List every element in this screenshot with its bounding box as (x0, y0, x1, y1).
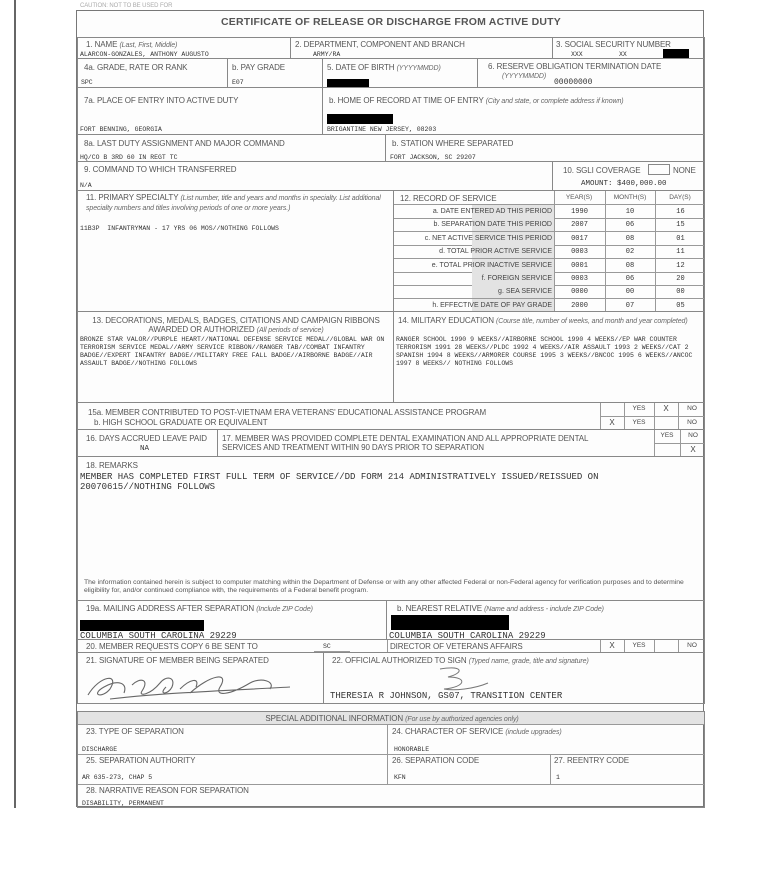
box-17-dental (217, 429, 705, 457)
box-2-value: ARMY/RA (313, 51, 341, 58)
box-4a-grade (77, 58, 228, 88)
divider (78, 754, 705, 755)
box-8a-label: 8a. LAST DUTY ASSIGNMENT AND MAJOR COMMAND (84, 139, 285, 148)
record-row-months: 10 (625, 208, 635, 216)
box-2-department (290, 37, 553, 59)
record-row-days: 20 (676, 275, 685, 283)
box-15b-no: NO (687, 419, 697, 426)
record-row-label: a. DATE ENTERED AD THIS PERIOD (432, 208, 552, 215)
box-20-dva: DIRECTOR OF VETERANS AFFAIRS (390, 642, 523, 651)
divider (78, 724, 705, 725)
box-1-label: 1. NAME (Last, First, Middle) (86, 40, 178, 49)
box-10-sgli (552, 161, 705, 191)
box-4a-value: SPC (81, 79, 93, 86)
box-22-label: 22. OFFICIAL AUTHORIZED TO SIGN (Typed name, grade, title and signature) (332, 656, 589, 665)
box-13-decorations (77, 311, 394, 403)
record-row-label: f. FOREIGN SERVICE (481, 275, 552, 282)
box-19a-mailing (77, 600, 387, 640)
box-16-leave (77, 429, 218, 457)
record-row-months: 06 (625, 221, 635, 230)
record-row-days: 05 (676, 301, 685, 310)
box-15b-mark: X (609, 418, 615, 427)
box-18-remarks (77, 456, 705, 601)
col-years: YEAR(S) (565, 194, 593, 201)
box-9-label: 9. COMMAND TO WHICH TRANSFERRED (84, 165, 237, 174)
box-19b-value: COLUMBIA SOUTH CAROLINA 29229 (389, 631, 546, 640)
box-15b-label: b. HIGH SCHOOL GRADUATE OR EQUIVALENT (94, 418, 268, 427)
box-7a-label: 7a. PLACE OF ENTRY INTO ACTIVE DUTY (84, 96, 239, 105)
box-8b-label: b. STATION WHERE SEPARATED (392, 139, 514, 148)
box-8a-value: HQ/CO B 3RD 60 IN REGT TC (80, 154, 178, 161)
record-row-label: e. TOTAL PRIOR INACTIVE SERVICE (431, 261, 552, 269)
record-row-label: c. NET ACTIVE SERVICE THIS PERIOD (424, 234, 552, 242)
record-row-years: 2000 (571, 301, 588, 310)
box-17-no: NO (688, 432, 698, 439)
box-19a-value: COLUMBIA SOUTH CAROLINA 29229 (80, 631, 237, 640)
box-7a-entry (77, 87, 323, 135)
box-20-no: NO (687, 642, 697, 649)
record-row-years: 1990 (571, 208, 588, 216)
record-row-years: 2007 (571, 221, 588, 230)
box-6-value: 00000000 (554, 78, 593, 87)
box-3-xx: XX (619, 51, 627, 58)
dd214-form (76, 10, 704, 807)
box-18-label: 18. REMARKS (86, 461, 138, 470)
box-7b-label: b. HOME OF RECORD AT TIME OF ENTRY (City and state, or complete address if known) (329, 96, 624, 105)
box-20-mark: X (609, 641, 615, 650)
record-row (394, 285, 705, 298)
record-row-label: b. SEPARATION DATE THIS PERIOD (433, 221, 552, 229)
box-12-label: 12. RECORD OF SERVICE (400, 194, 497, 203)
special-section (77, 711, 705, 808)
sgli-none-checkbox (648, 164, 670, 175)
box-11-label: 11. PRIMARY SPECIALTY (List number, title and years and months in specialty. List additional specialty numbers and titles involving periods of one or more years.) (86, 193, 381, 212)
box-23-value: DISCHARGE (82, 746, 118, 753)
divider (600, 416, 705, 417)
box-28-value: DISABILITY, PERMANENT (82, 800, 164, 807)
box-4b-value: E07 (232, 79, 244, 86)
box-17-yes: YES (660, 432, 674, 439)
box-25-label: 25. SEPARATION AUTHORITY (86, 756, 196, 765)
official-signature-icon (434, 665, 494, 693)
record-row-months: 00 (625, 288, 635, 297)
record-row-days: 01 (676, 234, 685, 243)
box-14-label: 14. MILITARY EDUCATION (Course title, number of weeks, and month and year completed) (398, 316, 688, 325)
box-10-label: 10. SGLI COVERAGE (563, 166, 641, 175)
box-15a-mark: X (663, 404, 669, 413)
box-6-reserve (477, 58, 705, 88)
record-row (394, 232, 705, 245)
col-days: DAY(S) (669, 194, 691, 201)
record-row-days: 12 (676, 261, 685, 270)
box-8b-value: FORT JACKSON, SC 29207 (390, 154, 476, 161)
box-4a-label: 4a. GRADE, RATE OR RANK (84, 63, 188, 72)
box-5-dob (322, 58, 478, 88)
box-22-value: THERESIA R JOHNSON, GS07, TRANSITION CENTER (330, 691, 563, 701)
computer-matching-notice: The information contained herein is subject to computer matching within the Department of Defense or with any other affected Federal or non-Federal agency for verification purposes and to determine eligibility for, and/or continued compliance with, the requirements of a Federal benefit program. (84, 579, 684, 594)
box-20-value: SC (323, 643, 331, 650)
box-7b-value: BRIGANTINE NEW JERSEY, 08203 (327, 126, 437, 133)
record-row-months: 08 (625, 261, 635, 270)
box-26-value: KFN (394, 774, 406, 781)
box-3-xxx: XXX (571, 51, 583, 58)
redaction-home (327, 114, 393, 124)
box-25-value: AR 635-273, CHAP 5 (82, 774, 153, 781)
box-11-specialty (77, 190, 394, 312)
box-20-copy6 (77, 639, 705, 653)
box-15a-no: NO (687, 405, 697, 412)
scan-edge-shadow (14, 0, 16, 808)
box-8a-last-duty (77, 134, 386, 162)
record-row-years: 0000 (571, 288, 588, 297)
special-label: SPECIAL ADDITIONAL INFORMATION (For use by authorized agencies only) (265, 714, 519, 723)
box-13-value: BRONZE STAR VALOR//PURPLE HEART//NATIONAL DEFENSE SERVICE MEDAL//GLOBAL WAR ON TERRORISM SERVICE MEDAL//ARMY SERVICE RIBBON//RANGER TAB//COMBAT INFANTRY BADGE//EXPERT INFANTRY BADGE//MILITARY FREE FALL BADGE//AIRBORNE BADGE//AIR ASSAULT BADGE//NOTHING FOLLOWS (80, 336, 389, 367)
record-row (394, 218, 705, 231)
box-15 (77, 402, 705, 430)
box-21-label: 21. SIGNATURE OF MEMBER BEING SEPARATED (86, 656, 269, 665)
box-5-label: 5. DATE OF BIRTH (YYYYMMDD) (327, 63, 441, 72)
record-row-years: 0003 (571, 248, 588, 257)
record-row-days: 00 (676, 288, 685, 297)
box-2-label: 2. DEPARTMENT, COMPONENT AND BRANCH (295, 40, 465, 49)
record-row-label: g. SEA SERVICE (498, 288, 552, 296)
box-18-value: MEMBER HAS COMPLETED FIRST FULL TERM OF SERVICE//DD FORM 214 ADMINISTRATIVELY ISSUED/REISSUED ON 20070615//NOTHING FOLLOWS (80, 472, 610, 492)
scan-top-text: CAUTION: NOT TO BE USED FOR (80, 3, 173, 9)
box-20-label: 20. MEMBER REQUESTS COPY 6 BE SENT TO (86, 642, 258, 651)
record-row-years: 0017 (571, 234, 588, 243)
record-row-days: 11 (676, 248, 685, 257)
box-15a-label: 15a. MEMBER CONTRIBUTED TO POST-VIETNAM ERA VETERANS' EDUCATIONAL ASSISTANCE PROGRAM (88, 408, 487, 417)
box-11-value: 11B3P INFANTRYMAN - 17 YRS 06 MOS//NOTHING FOLLOWS (80, 225, 279, 232)
divider (550, 754, 551, 784)
record-row (394, 272, 705, 285)
box-16-value: NA (140, 445, 150, 453)
box-4b-label: b. PAY GRADE (232, 63, 286, 72)
record-row-years: 0003 (571, 275, 588, 283)
box-21-signature (77, 652, 324, 704)
record-row-days: 16 (676, 208, 685, 216)
record-row-months: 08 (625, 234, 635, 243)
record-row-years: 0001 (571, 261, 588, 270)
box-27-label: 27. REENTRY CODE (554, 756, 630, 765)
box-17-label: 17. MEMBER WAS PROVIDED COMPLETE DENTAL EXAMINATION AND ALL APPROPRIATE DENTAL SERVICES AND TREATMENT WITHIN 90 DAYS PRIOR TO SEPARATION (222, 434, 589, 452)
box-4b-paygrade (227, 58, 323, 88)
record-row-label: h. EFFECTIVE DATE OF PAY GRADE (432, 301, 552, 309)
box-20-yes: YES (632, 642, 646, 649)
divider (78, 784, 705, 785)
record-row-label: d. TOTAL PRIOR ACTIVE SERVICE (439, 248, 552, 256)
box-13-label: 13. DECORATIONS, MEDALS, BADGES, CITATIONS AND CAMPAIGN RIBBONS AWARDED OR AUTHORIZED (All periods of service) (92, 316, 380, 334)
box-14-education (393, 311, 705, 403)
box-10-none: NONE (673, 166, 696, 175)
box-28-label: 28. NARRATIVE REASON FOR SEPARATION (86, 786, 249, 795)
record-row-days: 15 (676, 221, 685, 230)
record-row (394, 205, 705, 218)
box-16-label: 16. DAYS ACCRUED LEAVE PAID (86, 434, 207, 443)
record-row-months: 06 (625, 275, 635, 283)
box-19b-label: b. NEAREST RELATIVE (Name and address - include ZIP Code) (397, 604, 604, 613)
col-months: MONTH(S) (613, 194, 647, 201)
box-7b-home (322, 87, 705, 135)
box-8b-station (385, 134, 705, 162)
box-24-label: 24. CHARACTER OF SERVICE (include upgrades) (392, 727, 562, 736)
redaction-relative (391, 615, 509, 630)
record-row (394, 245, 705, 258)
record-row-months: 02 (625, 248, 635, 257)
form-title: CERTIFICATE OF RELEASE OR DISCHARGE FROM ACTIVE DUTY (221, 16, 561, 28)
box-1-value: ALARCON-GONZALES, ANTHONY AUGUSTO (80, 51, 209, 58)
box-1-name (77, 37, 291, 59)
box-12-record (393, 190, 705, 312)
box-19a-label: 19a. MAILING ADDRESS AFTER SEPARATION (Include ZIP Code) (86, 604, 313, 613)
redaction-mailing (80, 620, 204, 631)
box-9-value: N/A (80, 182, 92, 189)
box-15b-yes: YES (632, 419, 646, 426)
record-row (394, 259, 705, 272)
divider (654, 443, 705, 444)
box-15a-yes: YES (632, 405, 646, 412)
box-10-amount: AMOUNT: $400,000.00 (581, 180, 667, 188)
record-row-months: 07 (625, 301, 635, 310)
box-24-value: HONORABLE (394, 746, 430, 753)
box-9-command (77, 161, 553, 191)
box-17-mark: X (690, 445, 696, 454)
box-22-official (323, 652, 705, 704)
box-7a-value: FORT BENNING, GEORGIA (80, 126, 162, 133)
member-signature-icon (80, 665, 320, 703)
box-3-label: 3. SOCIAL SECURITY NUMBER (556, 40, 671, 49)
box-3-ssn (552, 37, 705, 59)
box-6-label: 6. RESERVE OBLIGATION TERMINATION DATE (YYYYMMDD) (488, 62, 662, 80)
box-14-value: RANGER SCHOOL 1990 9 WEEKS//AIRBORNE SCHOOL 1990 4 WEEKS//EP WAR COUNTER TERRORISM 1991 28 WEEKS//PLDC 1992 4 WEEKS//AIR ASSAULT 1993 2 WEEKS//CAT 2 SPANISH 1994 8 WEEKS//ARMORER COURSE 1995 3 WEEKS//BNCOC 1995 6 WEEKS//ANCOC 1997 8 WEEKS// NOTHING FOLLOWS (396, 336, 697, 367)
box-27-value: 1 (556, 774, 560, 781)
box-19b-relative (386, 600, 705, 640)
box-23-label: 23. TYPE OF SEPARATION (86, 727, 184, 736)
box-26-label: 26. SEPARATION CODE (392, 756, 480, 765)
